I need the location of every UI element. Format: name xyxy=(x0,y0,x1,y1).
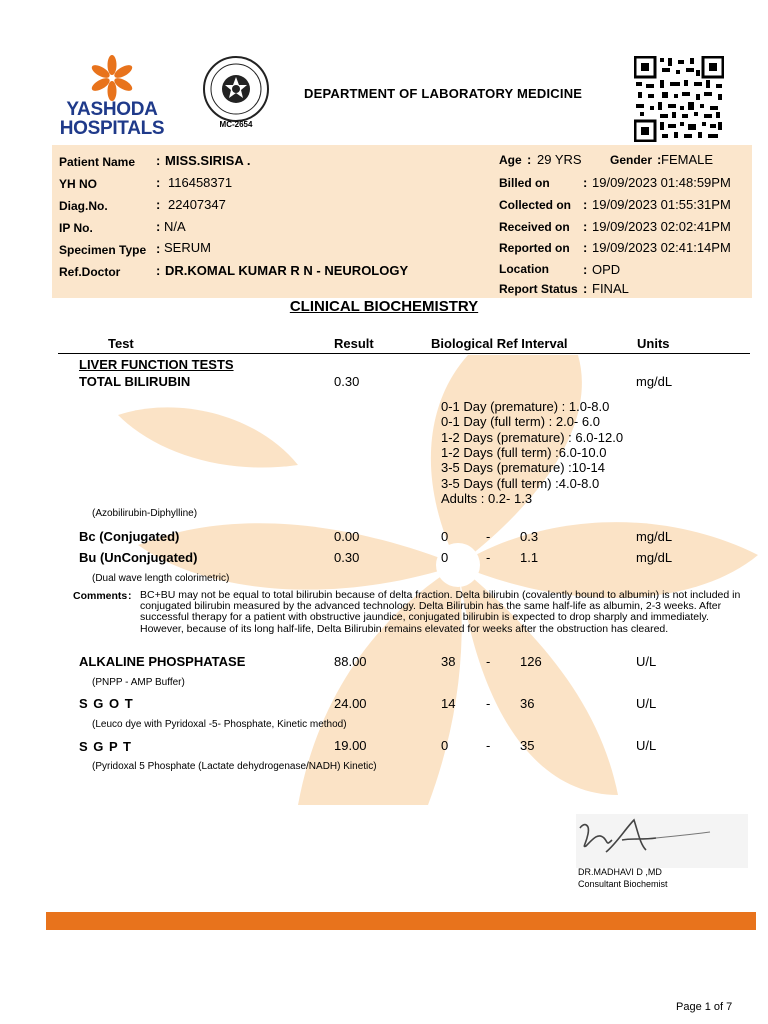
ref-range-line: 1-2 Days (premature) : 6.0-12.0 xyxy=(441,429,624,445)
billed-on-label: Billed on xyxy=(499,176,550,190)
result-bc: 0.00 xyxy=(334,529,360,544)
colon: : xyxy=(156,175,161,190)
comments-text: BC+BU may not be equal to total bilirubin because of delta fraction. Delta bilirubin (covalently bound to albumin) is not included in conjugated bilirubin measured by the advanced technology. Delta Bilirubin has the same half-life as albumin, 2-3 weeks. After successful therapy for a patient with obstructive jaundice, conjugated bilirubin is expected to drop sharply and immediately. However, because of its long half-life, Delta Bilirubin remains elevated for weeks after the obstruction has cleared. xyxy=(140,589,741,635)
seal-code: MC-2654 xyxy=(219,120,253,129)
age-label: Age xyxy=(499,153,522,167)
ref-doctor-label: Ref.Doctor xyxy=(59,265,121,279)
result-alp: 88.00 xyxy=(334,654,367,669)
colon: : xyxy=(657,152,662,167)
test-name-total-bilirubin: TOTAL BILIRUBIN xyxy=(79,374,191,389)
yh-no-label: YH NO xyxy=(59,177,98,191)
age-value: 29 YRS xyxy=(537,152,582,167)
hospital-logo xyxy=(52,52,172,140)
test-name-bc: Bc (Conjugated) xyxy=(79,529,180,544)
ref-low-sgpt: 0 xyxy=(441,738,449,753)
diag-no-label: Diag.No. xyxy=(59,199,108,213)
logo-line-2: HOSPITALS xyxy=(59,118,165,139)
page-number: Page 1 of 7 xyxy=(676,1001,733,1013)
patient-name-value: MISS.SIRISA . xyxy=(165,153,251,168)
method-sgpt: (Pyridoxal 5 Phosphate (Lactate dehydrogenase/NADH) Kinetic) xyxy=(92,761,377,772)
signature-image xyxy=(576,814,748,868)
diag-no-value: 22407347 xyxy=(168,197,226,212)
ip-no-label: IP No. xyxy=(59,221,93,235)
location-label: Location xyxy=(499,262,549,276)
colon: : xyxy=(583,262,588,277)
billed-on-value: 19/09/2023 01:48:59PM xyxy=(592,175,731,190)
result-bu: 0.30 xyxy=(334,550,360,565)
colon: : xyxy=(583,197,588,212)
colon: : xyxy=(583,240,588,255)
colon: : xyxy=(583,281,588,296)
qr-code-icon xyxy=(634,56,724,142)
col-header-test: Test xyxy=(108,336,134,351)
units-sgpt: U/L xyxy=(636,738,657,753)
signatory-title: Consultant Biochemist xyxy=(578,879,668,889)
ref-high-alp: 126 xyxy=(520,654,542,669)
colon: : xyxy=(156,197,161,212)
method-bu: (Dual wave length colorimetric) xyxy=(92,573,230,584)
result-sgpt: 19.00 xyxy=(334,738,367,753)
method-total-bilirubin: (Azobilirubin-Diphylline) xyxy=(92,508,198,519)
colon: : xyxy=(583,219,588,234)
ref-low-bu: 0 xyxy=(441,550,449,565)
ref-high-sgpt: 35 xyxy=(520,738,535,753)
specimen-type-value: SERUM xyxy=(164,240,211,255)
ref-low-alp: 38 xyxy=(441,654,456,669)
ref-range-line: Adults : 0.2- 1.3 xyxy=(441,490,533,506)
patient-name-label: Patient Name xyxy=(59,155,136,169)
received-on-value: 19/09/2023 02:02:41PM xyxy=(592,219,731,234)
colon: : xyxy=(527,152,532,167)
collected-on-label: Collected on xyxy=(499,198,572,212)
reported-on-value: 19/09/2023 02:41:14PM xyxy=(592,240,731,255)
ref-dash: - xyxy=(486,529,491,544)
colon: : xyxy=(128,590,132,602)
units-bu: mg/dL xyxy=(636,550,673,565)
signatory-name: DR.MADHAVI D ,MD xyxy=(578,867,662,877)
gender-label: Gender xyxy=(610,153,653,167)
test-name-sgpt: S G P T xyxy=(79,739,132,754)
ref-high-bc: 0.3 xyxy=(520,529,539,544)
ref-doctor-value: DR.KOMAL KUMAR R N - NEUROLOGY xyxy=(165,263,409,278)
col-header-result: Result xyxy=(334,336,374,351)
ref-range-line: 1-2 Days (full term) :6.0-10.0 xyxy=(441,444,607,460)
colon: : xyxy=(583,175,588,190)
footer-bar xyxy=(46,912,756,930)
ref-high-bu: 1.1 xyxy=(520,550,539,565)
ref-range-line: 0-1 Day (premature) : 1.0-8.0 xyxy=(441,399,610,414)
method-alp: (PNPP - AMP Buffer) xyxy=(92,677,185,688)
flower-logo-icon xyxy=(52,52,172,102)
collected-on-value: 19/09/2023 01:55:31PM xyxy=(592,197,731,212)
ip-no-value: N/A xyxy=(164,219,186,234)
ref-range-line: 3-5 Days (full term) :4.0-8.0 xyxy=(441,475,600,491)
logo-line-1: YASHODA xyxy=(66,99,158,120)
reported-on-label: Reported on xyxy=(499,241,570,255)
col-header-ref-interval: Biological Ref Interval xyxy=(431,336,568,351)
test-name-bu: Bu (UnConjugated) xyxy=(79,550,198,565)
ref-low-bc: 0 xyxy=(441,529,449,544)
colon: : xyxy=(156,219,161,234)
units-bc: mg/dL xyxy=(636,529,673,544)
group-title: LIVER FUNCTION TESTS xyxy=(79,357,234,372)
patient-info-box xyxy=(52,145,752,298)
accreditation-seal-icon xyxy=(200,55,272,127)
comments-label: Comments xyxy=(73,590,128,602)
location-value: OPD xyxy=(592,262,621,277)
yh-no-value: 116458371 xyxy=(168,175,233,190)
section-title: CLINICAL BIOCHEMISTRY xyxy=(289,298,479,315)
ref-dash: - xyxy=(486,654,491,669)
test-name-sgot: S G O T xyxy=(79,696,134,711)
units-alp: U/L xyxy=(636,654,657,669)
colon: : xyxy=(156,153,161,168)
ref-low-sgot: 14 xyxy=(441,696,456,711)
colon: : xyxy=(156,241,161,256)
ref-dash: - xyxy=(486,550,491,565)
result-sgot: 24.00 xyxy=(334,696,367,711)
received-on-label: Received on xyxy=(499,220,570,234)
header-divider xyxy=(58,353,750,354)
specimen-type-label: Specimen Type xyxy=(59,243,147,257)
ref-range-line: 3-5 Days (premature) :10-14 xyxy=(441,460,606,476)
report-status-value: FINAL xyxy=(592,281,629,296)
department-title: DEPARTMENT OF LABORATORY MEDICINE xyxy=(304,86,583,101)
ref-high-sgot: 36 xyxy=(520,696,535,711)
gender-value: FEMALE xyxy=(661,152,714,167)
result-total-bilirubin: 0.30 xyxy=(334,374,360,389)
ref-dash: - xyxy=(486,696,491,711)
report-status-label: Report Status xyxy=(499,282,578,296)
ref-dash: - xyxy=(486,738,491,753)
method-sgot: (Leuco dye with Pyridoxal -5- Phosphate, Kinetic method) xyxy=(92,719,347,730)
units-total-bilirubin: mg/dL xyxy=(636,374,673,389)
col-header-units: Units xyxy=(637,336,670,351)
units-sgot: U/L xyxy=(636,696,657,711)
ref-range-line: 0-1 Day (full term) : 2.0- 6.0 xyxy=(441,414,600,430)
test-name-alp: ALKALINE PHOSPHATASE xyxy=(79,654,246,669)
colon: : xyxy=(156,263,161,278)
